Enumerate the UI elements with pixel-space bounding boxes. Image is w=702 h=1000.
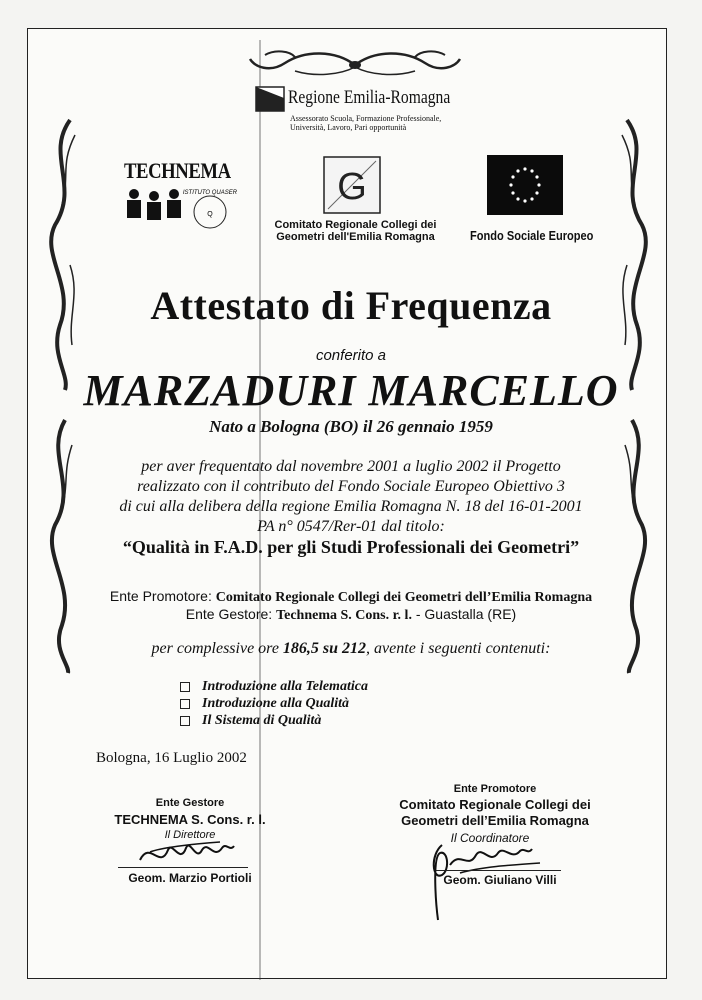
checkbox-icon	[180, 682, 190, 692]
region-name: Regione Emilia-Romagna	[288, 87, 451, 108]
promoter-value: Comitato Regionale Collegi dei Geometri dell’Emilia Romagna	[215, 590, 593, 605]
svg-text:Q: Q	[207, 211, 213, 218]
right-sig-name: Geom. Giuliano Villi	[443, 873, 557, 887]
contents-list	[180, 678, 368, 729]
list-item: Introduzione alla Telematica	[180, 678, 368, 695]
fse-name: Fondo Sociale Europeo	[470, 228, 594, 243]
list-item: Introduzione alla Qualità	[180, 695, 368, 712]
hours-line	[0, 640, 702, 658]
right-sig-title: Il Coordinatore	[450, 831, 530, 845]
technema-logo-text: TECHNEMA	[124, 158, 231, 183]
manager-label: Ente Gestore:	[185, 606, 273, 622]
date-place: Bologna, 16 Luglio 2002	[96, 750, 247, 766]
description-line: realizzato con il contributo del Fondo Sociale Europeo Obiettivo 3	[137, 478, 565, 495]
recipient-name: MARZADURI MARCELLO	[83, 366, 619, 415]
checkbox-icon	[180, 699, 190, 709]
manager-line	[0, 606, 702, 624]
certificate-title: Attestato di Frequenza	[150, 283, 552, 328]
checkbox-icon	[180, 716, 190, 726]
quaser-seal-text: ISTITUTO QUASER	[182, 190, 238, 196]
description-line: PA n° 0547/Rer-01 dal titolo:	[257, 518, 445, 535]
manager-place: - Guastalla (RE)	[415, 606, 517, 622]
technema-figures-icon	[124, 186, 184, 222]
left-handwritten-signature	[130, 830, 240, 875]
hours-prefix: per complessive ore	[151, 640, 279, 657]
left-sig-role: Ente Gestore	[155, 797, 225, 809]
description-line: di cui alla delibera della regione Emilia Romagna N. 18 del 16-01-2001	[119, 498, 583, 515]
region-subtitle: Assessorato Scuola, Formazione Professionale, Università, Lavoro, Pari opportunità	[290, 114, 442, 132]
conferred-label: conferito a	[315, 347, 387, 364]
course-title: “Qualità in F.A.D. per gli Studi Professionali dei Geometri”	[122, 537, 580, 557]
committee-name: Comitato Regionale Collegi dei Geometri dell'Emilia Romagna	[274, 219, 437, 243]
right-sig-role: Ente Promotore	[453, 783, 537, 795]
left-sig-name: Geom. Marzio Portioli	[128, 871, 252, 885]
left-sig-title: Il Direttore	[164, 829, 216, 841]
comitato-g-logo-icon	[322, 155, 382, 215]
eu-flag-icon	[487, 155, 563, 215]
svg-text:G: G	[337, 166, 367, 208]
right-sig-org-line1: Comitato Regionale Collegi dei	[399, 797, 591, 812]
regione-emblem-icon	[255, 86, 285, 112]
left-signature-line	[118, 867, 248, 868]
quaser-seal-icon	[182, 184, 238, 240]
right-sig-org-line2: Geometri dell’Emilia Romagna	[401, 813, 589, 828]
list-item: Il Sistema di Qualità	[180, 712, 368, 729]
birth-info: Nato a Bologna (BO) il 26 gennaio 1959	[209, 417, 493, 436]
description-line: per aver frequentato dal novembre 2001 a luglio 2002 il Progetto	[141, 458, 561, 475]
hours-suffix: , avente i seguenti contenuti:	[366, 640, 551, 657]
manager-value: Technema S. Cons. r. l.	[276, 608, 412, 623]
promoter-line	[0, 588, 702, 606]
right-signature-line	[436, 870, 561, 871]
promoter-label: Ente Promotore:	[109, 588, 212, 604]
left-sig-org: TECHNEMA S. Cons. r. l.	[114, 812, 266, 827]
top-flourish-ornament	[245, 45, 465, 83]
hours-value: 186,5 su 212	[282, 640, 367, 657]
